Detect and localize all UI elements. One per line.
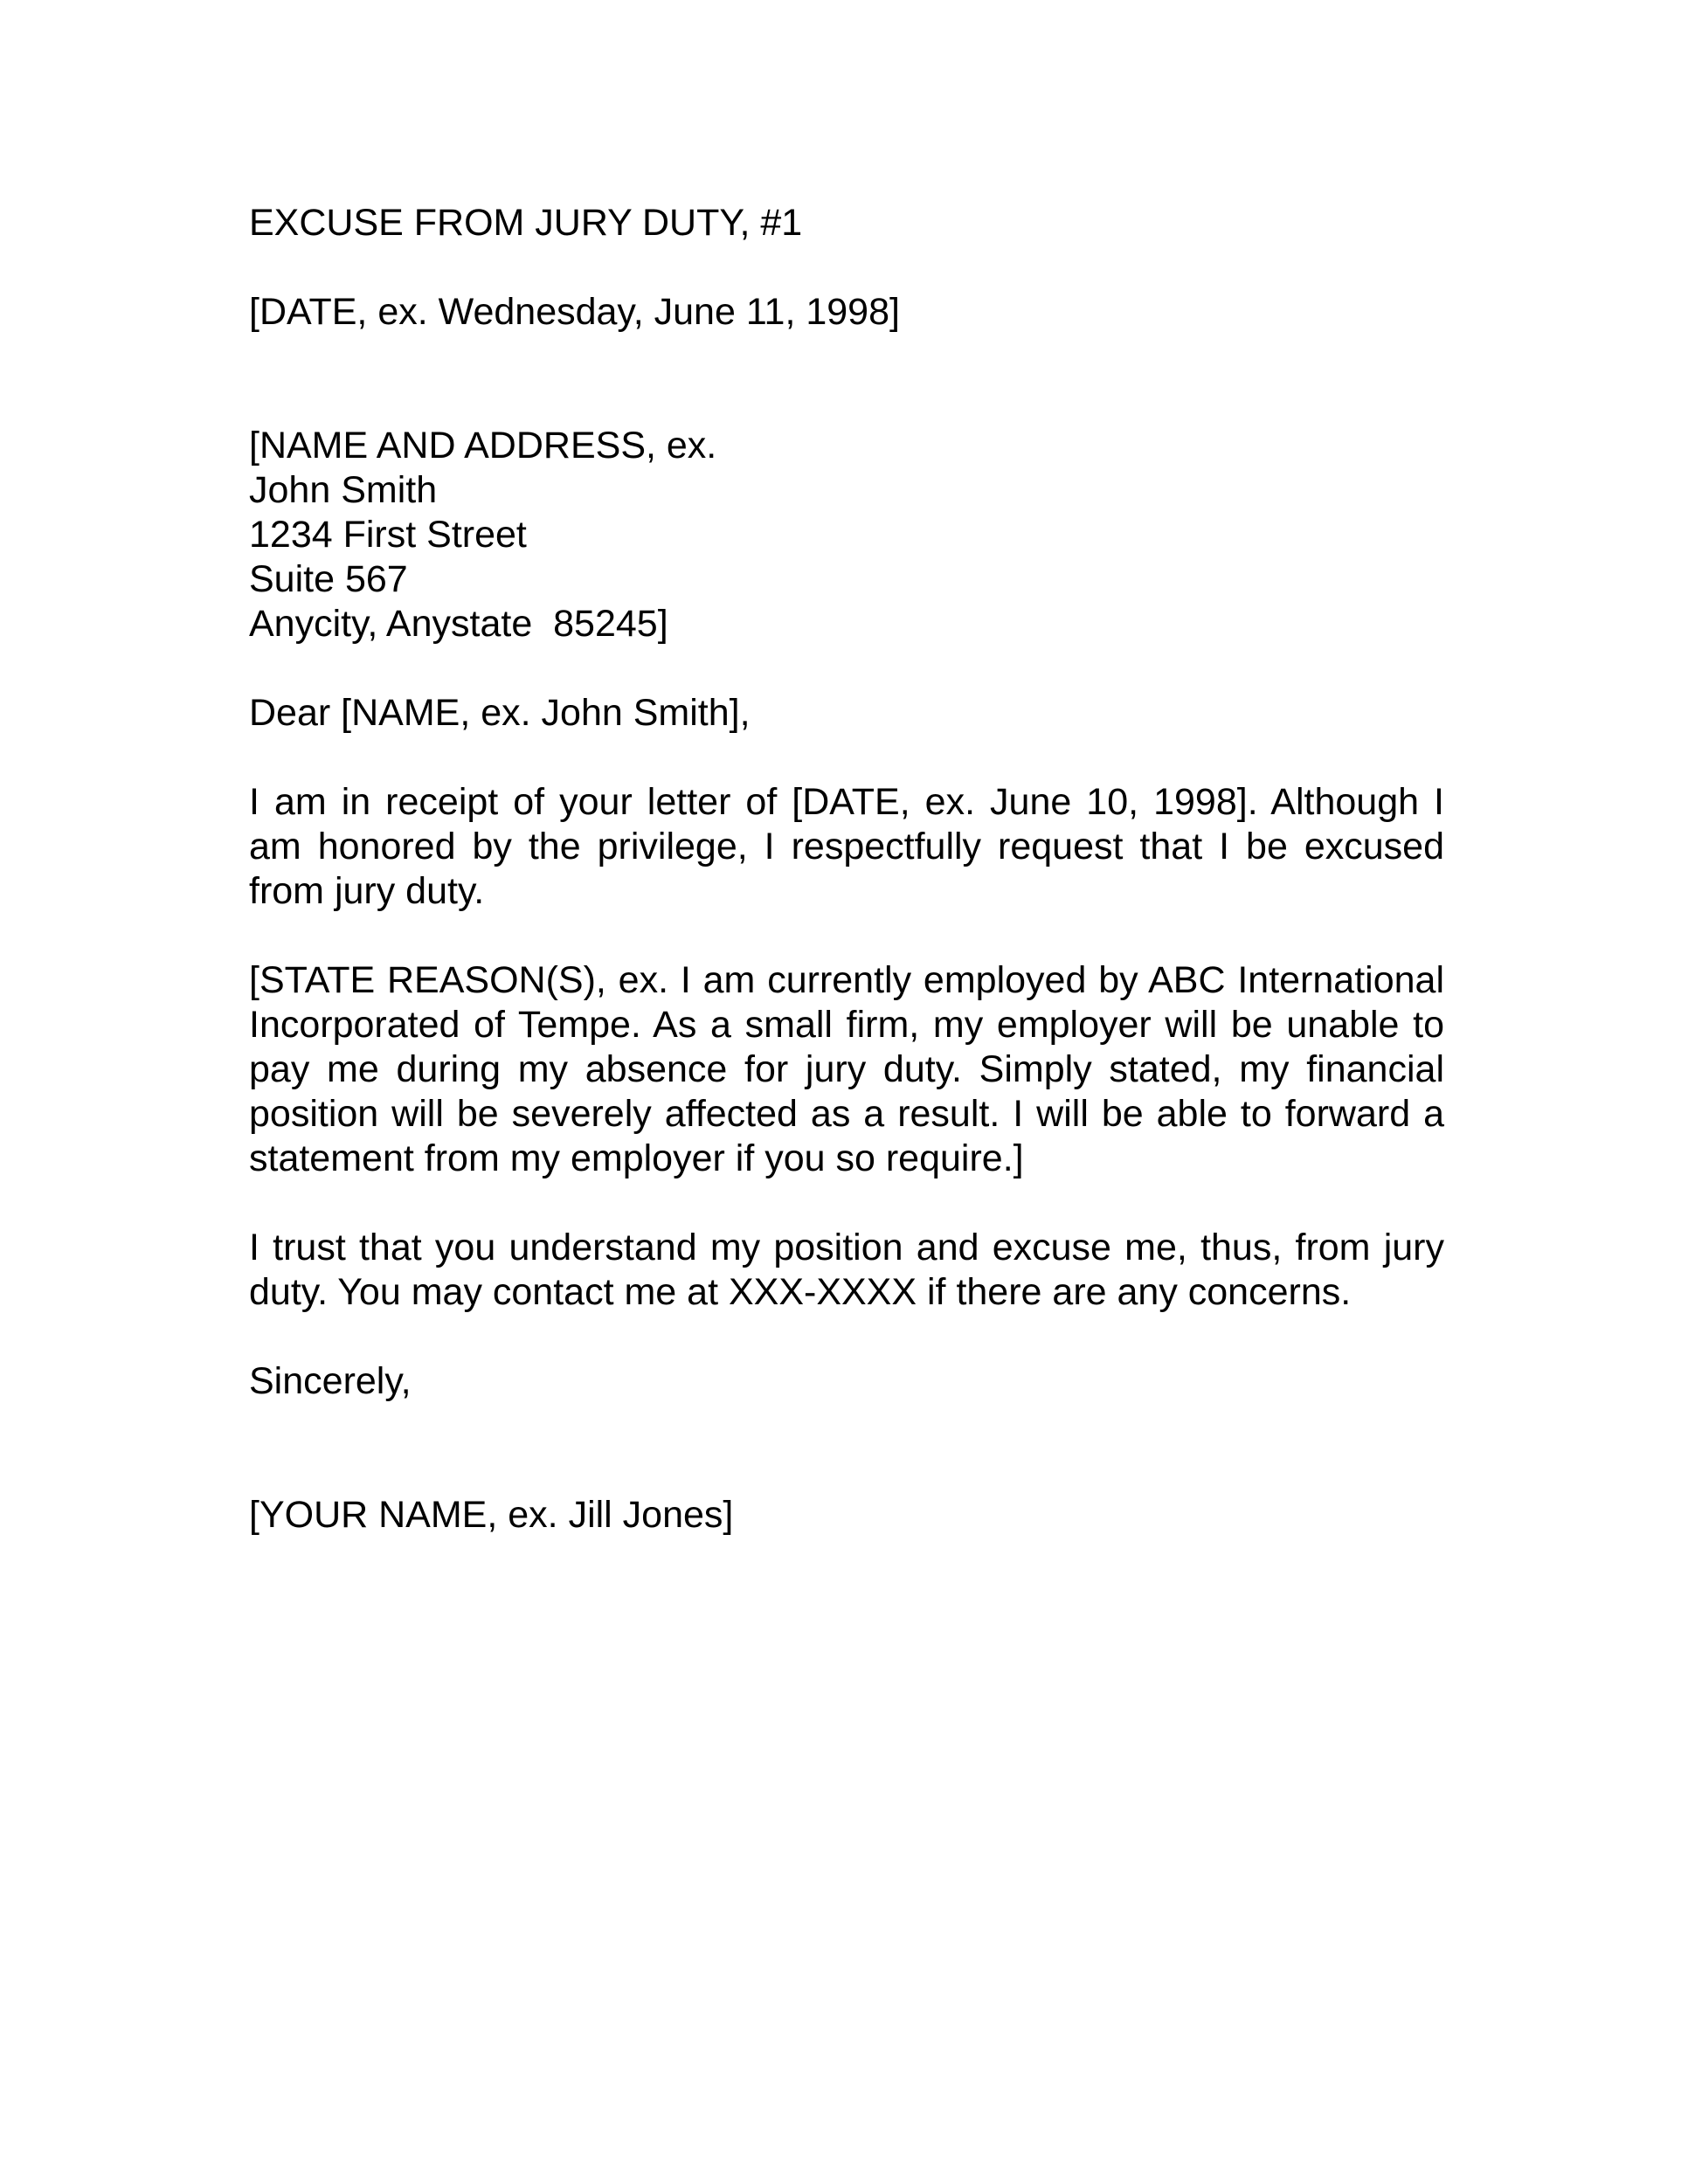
spacer	[249, 1315, 1444, 1359]
body-paragraph-receipt: I am in receipt of your letter of [DATE, ex. June 10, 1998]. Although I am honored by the privilege, I respectfully request that I be excused from jury duty.	[249, 781, 1444, 912]
letter-date: [DATE, ex. Wednesday, June 11, 1998]	[249, 291, 900, 333]
spacer	[249, 736, 1444, 780]
signature: [YOUR NAME, ex. Jill Jones]	[249, 1494, 734, 1536]
address-line: 1234 First Street	[249, 514, 527, 556]
spacer	[249, 646, 1444, 691]
letter-body	[249, 201, 1444, 1538]
spacer	[249, 335, 1444, 424]
body-paragraph-closing: I trust that you understand my position and excuse me, thus, from jury duty. You may contact me at XXX-XXXX if there are any concerns.	[249, 1227, 1444, 1313]
address-line: Suite 567	[249, 558, 408, 600]
address-line: John Smith	[249, 469, 438, 511]
salutation: Dear [NAME, ex. John Smith],	[249, 692, 751, 734]
spacer	[249, 245, 1444, 290]
spacer	[249, 1404, 1444, 1493]
body-paragraph-reasons: [STATE REASON(S), ex. I am currently employed by ABC International Incorporated of Tempe. As a small firm, my employer will be unable to pay me during my absence for jury duty. Simply stated, my financial position will be severely affected as a result. I will be able to forward a statement from my employer if you so require.]	[249, 959, 1444, 1179]
recipient-address	[249, 424, 1444, 646]
letter-heading: EXCUSE FROM JURY DUTY, #1	[249, 202, 803, 244]
address-line: [NAME AND ADDRESS, ex.	[249, 425, 717, 467]
address-line: Anycity, Anystate 85245]	[249, 603, 668, 645]
spacer	[249, 1181, 1444, 1226]
spacer	[249, 914, 1444, 958]
closing: Sincerely,	[249, 1360, 412, 1402]
